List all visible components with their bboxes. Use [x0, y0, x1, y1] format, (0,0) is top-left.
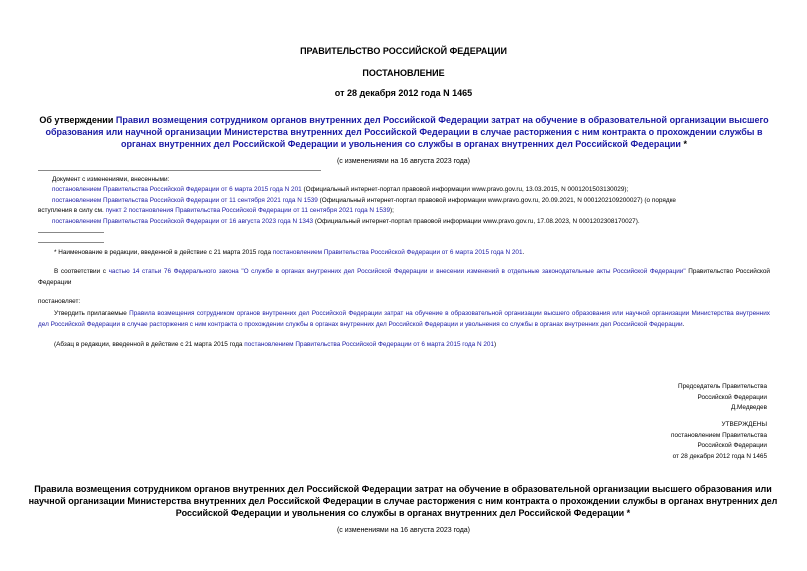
- amendment-link-2023[interactable]: постановлением Правительства Российской Федерации от 16 августа 2023 года N 1343: [52, 217, 314, 225]
- entry-into-force-text: вступления в силу см.: [38, 207, 106, 215]
- paragraph-note: [38, 340, 770, 351]
- approve-tail: .: [682, 320, 685, 328]
- amendment-note: (с изменениями на 16 августа 2023 года): [336, 158, 471, 165]
- doc-type-heading: ПОСТАНОВЛЕНИЕ: [362, 68, 445, 78]
- approved-rules-link[interactable]: Правила возмещения сотрудником органов внутренних дел Российской Федерации затрат на обучение в образовательной организации высшего образования или научной организации Министерства внутренних дел Российской Федерации в случае расторжения с ним контракта о прохождении службы в органах внутренних дел Российской Федерации и увольнения со службы в органах внутренних дел Российской Федерации: [38, 310, 770, 328]
- approved-date: от 28 декабря 2012 года N 1465: [672, 452, 767, 460]
- list-item: [38, 185, 773, 195]
- document-title: [34, 114, 774, 150]
- amendment-source: (Официальный интернет-портал правовой информации www.pravo.gov.ru, 20.09.2021, N 0001202109200027) (о порядке: [317, 196, 676, 204]
- doc-info-label: Документ с изменениями, внесенными:: [52, 176, 170, 183]
- entry-into-force-tail: );: [390, 207, 394, 215]
- title-suffix: *: [680, 139, 687, 149]
- doc-info: [38, 175, 773, 227]
- list-item: [38, 206, 773, 216]
- federal-law-link[interactable]: частью 14 статьи 76 Федерального закона "О службе в органах внутренних дел Российской Федерации и внесении изменений в отдельные законодательные акты Российской Федерации": [108, 268, 686, 275]
- approve-paragraph: [38, 309, 770, 330]
- amendment-link-2021[interactable]: постановлением Правительства Российской Федерации от 11 сентября 2021 года N 1539: [52, 196, 318, 204]
- rules-title: Правила возмещения сотрудником органов внутренних дел Российской Федерации затрат на обучение в образовательной организации высшего образования или научной организации Министерства внутренних дел Российской Федерации в случае расторжения с ним контракта о прохождении службы в органах внутренних дел Российской Федерации и увольнения со службы в органах внутренних дел Российской Федерации *: [28, 484, 778, 518]
- basis-text: В соответствии с: [54, 268, 109, 275]
- government-heading: ПРАВИТЕЛЬСТВО РОССИЙСКОЙ ФЕДЕРАЦИИ: [300, 46, 507, 56]
- amendment-link-2015[interactable]: постановлением Правительства Российской Федерации от 6 марта 2015 года N 201: [52, 186, 302, 194]
- amendment-source: (Официальный интернет-портал правовой информации www.pravo.gov.ru, 13.03.2015, N 0001201503130029);: [301, 186, 629, 194]
- rules-amendment-note: (с изменениями на 16 августа 2023 года): [336, 527, 471, 534]
- footnote-text: * Наименование в редакции, введенной в действие с 21 марта 2015 года: [54, 249, 273, 256]
- decrees-line: постановляет:: [38, 298, 81, 305]
- paragraph-note-link[interactable]: постановлением Правительства Российской Федерации от 6 марта 2015 года N 201: [244, 341, 495, 348]
- signature-block: [567, 382, 767, 414]
- entry-into-force-link[interactable]: пункт 2 постановления Правительства Российской Федерации от 11 сентября 2021 года N 1539: [105, 207, 391, 215]
- signature-country: Российской Федерации: [697, 393, 767, 401]
- divider: [38, 242, 104, 243]
- footnote-tail: .: [522, 249, 525, 256]
- list-item: [38, 196, 773, 206]
- divider: [38, 170, 321, 171]
- amendment-source: (Официальный интернет-портал правовой информации www.pravo.gov.ru, 17.08.2023, N 0001202308170027).: [313, 217, 640, 225]
- signature-name: Д.Медведев: [730, 404, 767, 412]
- approved-label: УТВЕРЖДЕНЫ: [721, 421, 767, 428]
- basis-paragraph: [38, 267, 770, 288]
- title-prefix: Об утверждении: [39, 115, 116, 125]
- doc-date: от 28 декабря 2012 года N 1465: [334, 88, 473, 98]
- footnote: [54, 249, 774, 256]
- footnote-link[interactable]: постановлением Правительства Российской Федерации от 6 марта 2015 года N 201: [272, 249, 523, 256]
- paragraph-note-text: (Абзац в редакции, введенной в действие с 21 марта 2015 года: [54, 341, 245, 348]
- approval-stamp: [567, 420, 767, 462]
- approved-by: постановлением Правительства: [671, 431, 767, 439]
- basis-tail: Правительство Российской Федерации: [38, 268, 771, 286]
- signature-position: Председатель Правительства: [678, 383, 767, 390]
- divider: [38, 232, 104, 233]
- paragraph-note-tail: ): [494, 341, 497, 348]
- list-item: [38, 217, 773, 227]
- title-rules-link[interactable]: Правил возмещения сотрудником органов внутренних дел Российской Федерации затрат на обучение в образовательной организации высшего образования или научной организации Министерства внутренних дел Российской Федерации в случае расторжения с ним контракта о прохождении службы в органах внутренних дел Российской Федерации и увольнения со службы в органах внутренних дел Российской Федерации: [45, 115, 769, 149]
- approved-country: Российской Федерации: [697, 442, 767, 450]
- approve-text: Утвердить прилагаемые: [54, 310, 130, 317]
